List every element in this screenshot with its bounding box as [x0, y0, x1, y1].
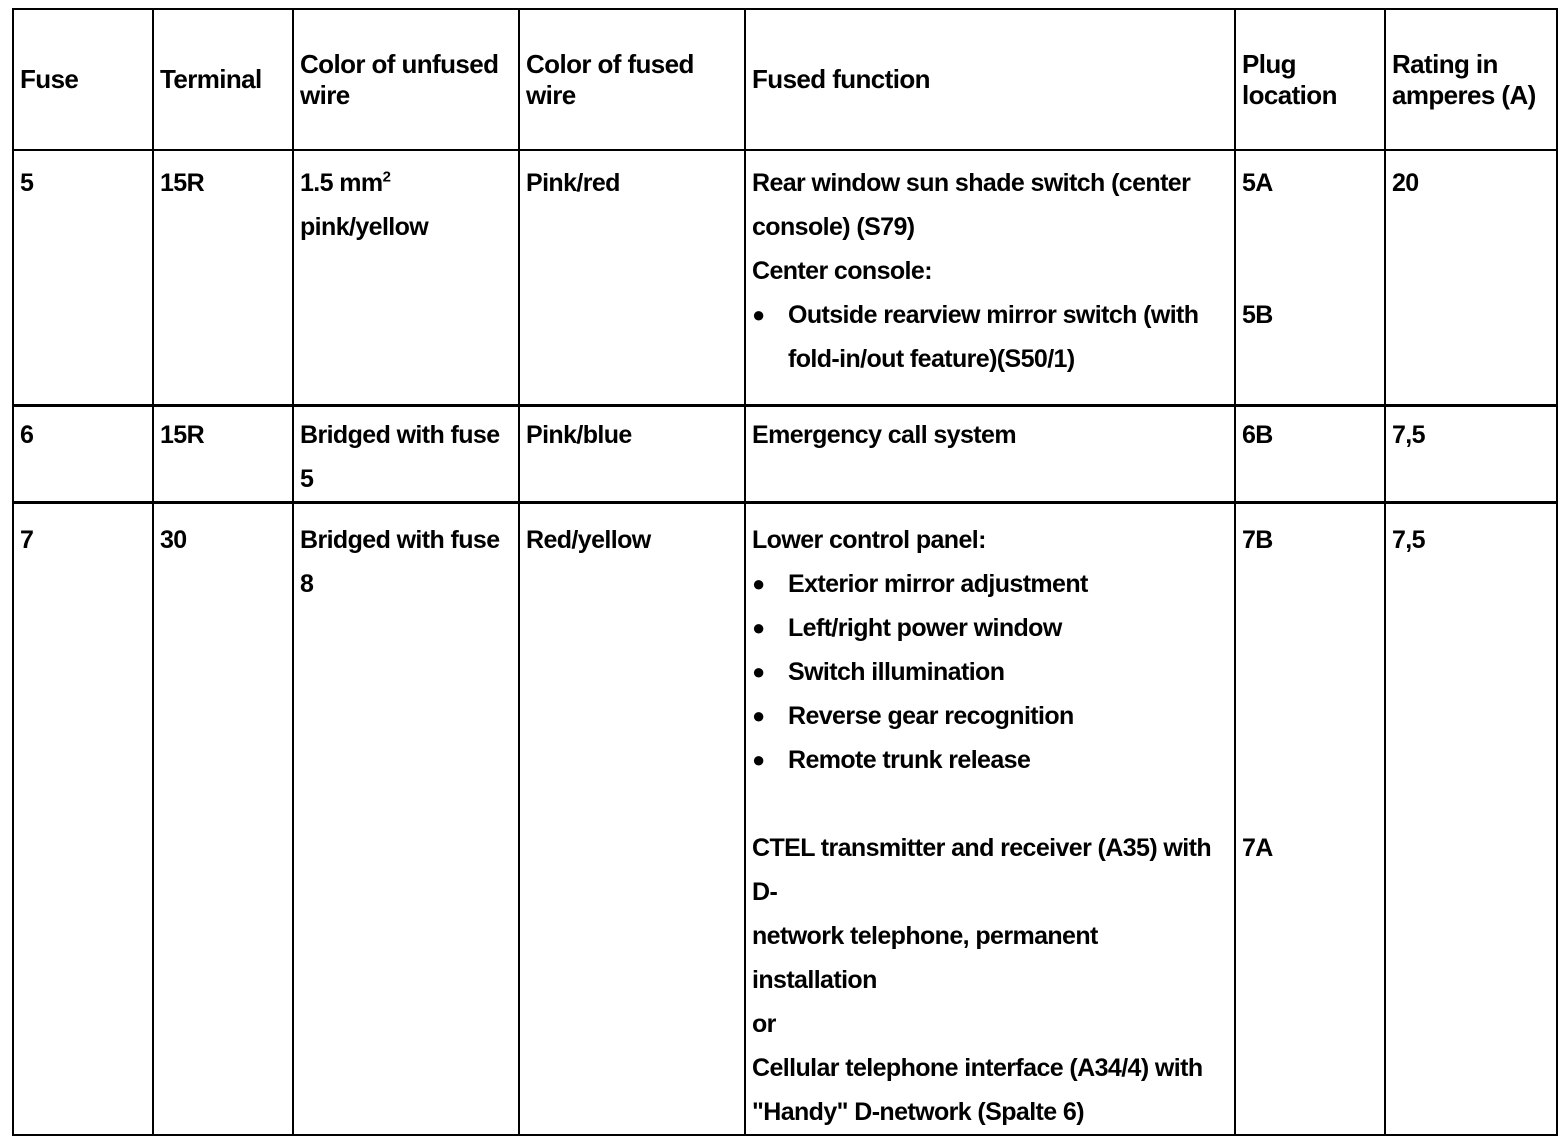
unfused-color-cell: Bridged with fuse 5 — [293, 406, 519, 503]
header-plug-location: Plug location — [1235, 9, 1385, 150]
fuse-cell: 5 — [13, 150, 153, 406]
plug-location: 5A — [1242, 169, 1273, 197]
plug-location: 5B — [1242, 301, 1273, 329]
function-line: Rear window sun shade switch (center — [752, 169, 1191, 197]
function-bullet: ● Left/right power window — [752, 606, 1230, 650]
function-line: Center console: — [752, 257, 932, 285]
plug-location-cell — [1235, 503, 1385, 1136]
fuse-cell: 6 — [13, 406, 153, 503]
bullet-line: fold-in/out feature)(S50/1) — [788, 345, 1075, 373]
function-line: or — [752, 1010, 776, 1038]
plug-location: 7B — [1242, 526, 1273, 554]
header-fused-color: Color of fused wire — [519, 9, 745, 150]
function-line: Cellular telephone interface (A34/4) with — [752, 1054, 1203, 1082]
fused-function-cell — [745, 150, 1235, 406]
function-bullet — [752, 293, 1230, 381]
table-header-row — [13, 9, 1557, 150]
unfused-color: pink/yellow — [300, 213, 429, 241]
rating-cell: 7,5 — [1385, 503, 1557, 1136]
table-row — [13, 503, 1557, 1136]
rating-cell: 20 — [1385, 150, 1557, 406]
function-line: installation — [752, 966, 877, 994]
function-line: Lower control panel: — [752, 526, 986, 554]
header-rating: Rating in amperes (A) — [1385, 9, 1557, 150]
fuse-table — [12, 8, 1558, 1136]
bullet-line: ● Outside rearview mirror switch (with — [788, 301, 1199, 329]
function-line: "Handy" D-network (Spalte 6) — [752, 1098, 1084, 1126]
table-row — [13, 150, 1557, 406]
function-line: network telephone, permanent — [752, 922, 1098, 950]
plug-location-cell: 6B — [1235, 406, 1385, 503]
unfused-size: 1.5 mm — [300, 169, 383, 197]
unfused-line — [300, 161, 514, 205]
fused-color-cell: Red/yellow — [519, 503, 745, 1136]
function-spacer — [752, 782, 1230, 826]
unfused-color-cell: Bridged with fuse 8 — [293, 503, 519, 1136]
terminal-cell: 15R — [153, 406, 293, 503]
function-bullet: ● Exterior mirror adjustment — [752, 562, 1230, 606]
header-unfused-color: Color of unfused wire — [293, 9, 519, 150]
fused-color-cell: Pink/red — [519, 150, 745, 406]
terminal-cell: 30 — [153, 503, 293, 1136]
rating-cell: 7,5 — [1385, 406, 1557, 503]
fused-function-cell: Emergency call system — [745, 406, 1235, 503]
unfused-color-cell — [293, 150, 519, 406]
plug-spacer — [1242, 562, 1380, 826]
function-bullet: ● Reverse gear recognition — [752, 694, 1230, 738]
fused-function-cell — [745, 503, 1235, 1136]
plug-location-cell — [1235, 150, 1385, 406]
function-line: console) (S79) — [752, 213, 915, 241]
table-row — [13, 406, 1557, 503]
terminal-cell: 15R — [153, 150, 293, 406]
header-fuse: Fuse — [13, 9, 153, 150]
header-fused-function: Fused function — [745, 9, 1235, 150]
function-line: CTEL transmitter and receiver (A35) with D- — [752, 834, 1212, 906]
plug-location: 7A — [1242, 834, 1273, 862]
fuse-cell: 7 — [13, 503, 153, 1136]
unfused-superscript: 2 — [382, 168, 391, 186]
function-bullet: ● Remote trunk release — [752, 738, 1230, 782]
function-bullet: ● Switch illumination — [752, 650, 1230, 694]
fused-color-cell: Pink/blue — [519, 406, 745, 503]
plug-spacer — [1242, 205, 1380, 293]
header-terminal: Terminal — [153, 9, 293, 150]
